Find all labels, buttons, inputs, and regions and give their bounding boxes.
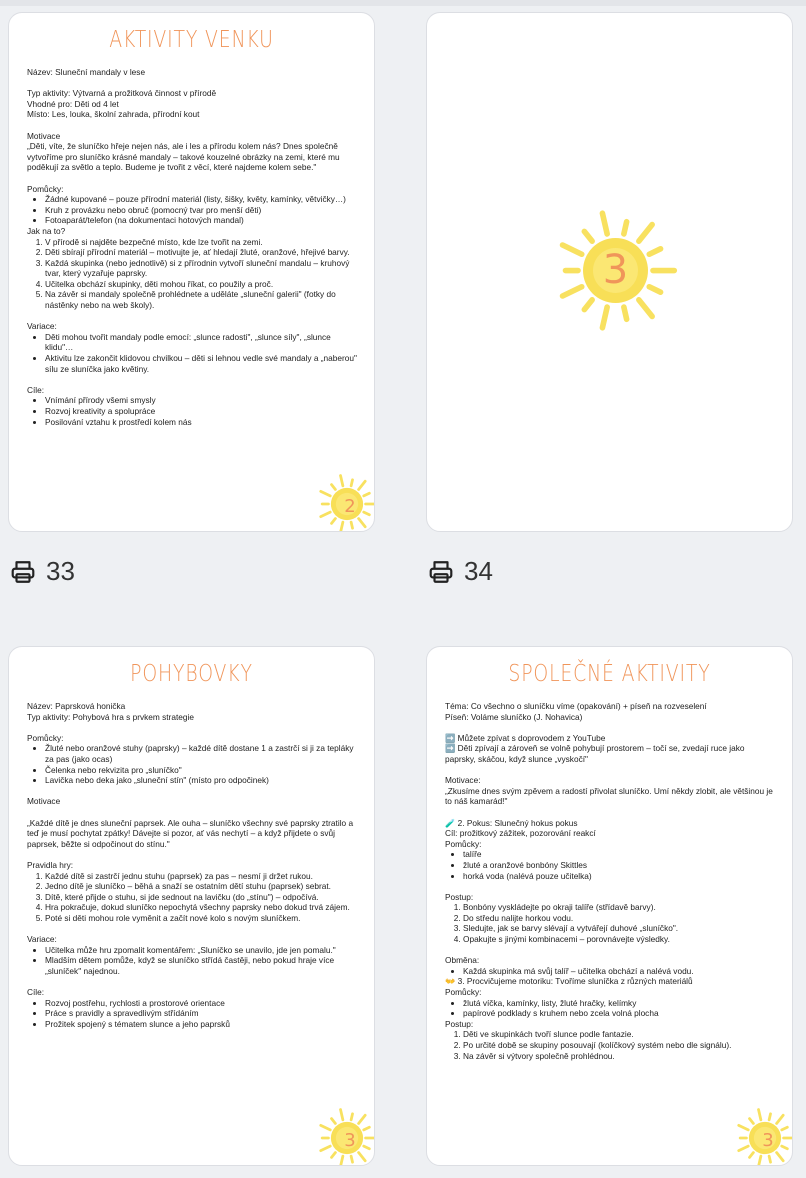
page-content xyxy=(9,67,374,427)
section-heading: Variace: xyxy=(27,321,57,332)
section-heading: Pravidla hry: xyxy=(27,859,74,870)
section-heading: Cíle: xyxy=(27,987,45,998)
page-content xyxy=(427,701,792,1061)
page-thumbnail-34[interactable] xyxy=(426,12,793,532)
sun-page-number xyxy=(316,473,375,532)
list-item: • Žluté nebo oranžové stuhy (paprsky) – každé dítě dostane 1 a zastrčí si ji za tepláky za pas (jako ocas) xyxy=(45,743,358,764)
section-heading: Pomůcky: xyxy=(445,838,482,849)
list-item: 3. Sledujte, jak se barvy slévají a vytvářejí duhové „sluníčko". xyxy=(463,923,776,934)
text-paragraph: „Děti, víte, že sluníčko hřeje nejen nás, ale i les a přírodu kolem nás? Dnes společně vytvoříme pro sluníčko krásné mandaly – takové kouzelné obrázky na zemi, které mu poděkují za světlo a teplo. Budeme je tvořit z věcí, které najdeme kolem sebe." xyxy=(27,141,340,173)
section-heading: Motivace xyxy=(27,130,61,141)
list-item: • Posilování vztahu k prostředí kolem nás xyxy=(45,417,358,428)
list-item: • žluté a oranžové bonbóny Skittles xyxy=(463,860,776,871)
list-item: • Fotoaparát/telefon (na dokumentaci hotových mandal) xyxy=(45,215,358,226)
list-item: 1. Bonbóny vyskládejte po okraji talíře (střídavě barvy). xyxy=(463,902,776,913)
list-item: • Kruh z provázku nebo obruč (pomocný tvar pro menší děti) xyxy=(45,205,358,216)
page-number: 3 xyxy=(762,1130,774,1151)
numbered-list xyxy=(445,902,776,944)
list-item: • horká voda (nalévá pouze učitelka) xyxy=(463,871,776,882)
list-item: 3. Dítě, které přijde o stuhu, si jde sednout na lavičku (do „stínu") – odpočívá. xyxy=(45,892,358,903)
list-item: • žlutá víčka, kamínky, listy, žluté hračky, kelímky xyxy=(463,998,776,1009)
bullet-list xyxy=(445,966,776,977)
numbered-list xyxy=(27,871,358,924)
list-item: 1. Děti ve skupinkách tvoří slunce podle fantazie. xyxy=(463,1029,776,1040)
text-line: ➡️ Děti zpívají a zároveň se volně pohybují prostorem – točí se, zvedají ruce jako paprsky, skáčou, když slunce „vyskočí" xyxy=(445,743,745,764)
page-title: POHYBOVKY xyxy=(130,661,253,687)
page-count: 33 xyxy=(46,556,75,586)
bullet-list xyxy=(27,998,358,1030)
list-item: • Čelenka nebo rekvizita pro „sluníčko" xyxy=(45,765,358,776)
bullet-list xyxy=(27,945,358,977)
list-item: 2. Po určité době se skupiny posouvají (kolíčkový systém nebo dle signálu). xyxy=(463,1040,776,1051)
section-heading: Variace: xyxy=(27,934,57,945)
list-item: 3. Na závěr si výtvory společně prohlédnou. xyxy=(463,1051,776,1062)
sun-section-number xyxy=(553,208,678,333)
text-paragraph: „Zkusíme dnes svým zpěvem a radostí přivolat sluníčko. Umí někdy zlobit, ale většinou je to náš kamarád!" xyxy=(445,785,773,807)
list-item: • talíře xyxy=(463,849,776,860)
list-item: 4. Hra pokračuje, dokud sluníčko nepochytá všechny paprsky nebo dokud trvá zájem. xyxy=(45,902,358,913)
page-count: 34 xyxy=(464,556,493,586)
page-content xyxy=(9,701,374,1029)
text-line: Název: Sluneční mandaly v lese xyxy=(27,67,146,77)
list-item: • Vnímání přírody všemi smysly xyxy=(45,395,358,406)
section-number: 3 xyxy=(602,247,629,293)
list-item: • Rozvoj kreativity a spolupráce xyxy=(45,406,358,417)
page-thumbnail-36[interactable] xyxy=(426,646,793,1166)
text-line: Název: Paprsková honička xyxy=(27,701,126,711)
section-heading: Pomůcky: xyxy=(27,183,64,194)
text-line: Vhodné pro: Děti od 4 let xyxy=(27,98,119,109)
list-item: • papírové podklady s kruhem nebo zcela volná plocha xyxy=(463,1008,776,1019)
section-heading: Jak na to? xyxy=(27,225,66,236)
bullet-list xyxy=(27,395,358,427)
page-thumbnail-35[interactable] xyxy=(8,646,375,1166)
section-heading: Motivace: xyxy=(445,775,481,786)
list-item: • Každá skupinka má svůj talíř – učitelka obchází a nalévá vodu. xyxy=(463,966,776,977)
section-heading: Obměna: xyxy=(445,955,480,966)
list-item: 2. Jedno dítě je sluníčko – běhá a snaží se ostatním dětí stuhu (paprsek) sebrat. xyxy=(45,881,358,892)
list-item: 3. Každá skupinka (nebo jednotlivě) si z přírodnin vytvoří sluneční mandalu – kruhový tvar, který vyzařuje paprsky. xyxy=(45,258,358,279)
print-page-33[interactable] xyxy=(10,556,75,587)
bullet-list xyxy=(27,332,358,374)
bullet-list xyxy=(27,743,358,785)
text-line: Typ aktivity: Výtvarná a prožitková činnost v přírodě xyxy=(27,88,217,99)
text-line: 🧪 2. Pokus: Slunečný hokus pokus xyxy=(445,817,578,828)
page-title: SPOLEČNÉ AKTIVITY xyxy=(508,661,711,687)
list-item: 5. Na závěr si mandaly společně prohlédnete a uděláte „sluneční galerii" (fotky do nástěnky nebo na web školy). xyxy=(45,289,358,310)
section-heading: Pomůcky: xyxy=(445,987,482,998)
list-item: • Práce s pravidly a spravedlivým střídáním xyxy=(45,1008,358,1019)
list-item: • Rozvoj postřehu, rychlosti a prostorové orientace xyxy=(45,998,358,1009)
text-line: ➡️ Můžete zpívat s doprovodem z YouTube xyxy=(445,732,606,743)
section-heading: Motivace xyxy=(27,796,61,807)
section-heading: Postup: xyxy=(445,891,474,902)
list-item: 4. Opakujte s jinými kombinacemi – porovnávejte výsledky. xyxy=(463,934,776,945)
list-item: 2. Děti sbírají přírodní materiál – motivujte je, ať hledají žluté, oranžové, hřejivé barvy. xyxy=(45,247,358,258)
sun-page-number xyxy=(316,1107,375,1166)
text-line: Cíl: prožitkový zážitek, pozorování reakcí xyxy=(445,828,596,839)
list-item: • Děti mohou tvořit mandaly podle emocí: „slunce radosti", „slunce síly", „slunce klidu"… xyxy=(45,332,358,353)
list-item: • Žádné kupované – pouze přírodní materiál (listy, šišky, květy, kamínky, větvičky…) xyxy=(45,194,358,205)
section-heading: Pomůcky: xyxy=(27,732,64,743)
print-page-34[interactable] xyxy=(428,556,493,587)
printer-icon xyxy=(428,559,454,585)
section-heading: Postup: xyxy=(445,1018,474,1029)
text-paragraph: „Každé dítě je dnes sluneční paprsek. Ale ouha – sluníčko všechny své paprsky ztratilo a teď je musí pochytat zpátky! Dávejte si pozor, ať vás nechytí – a když přijdete o svůj paprsek, běžte si odpočinout do stínu." xyxy=(27,817,354,849)
page-number: 2 xyxy=(344,496,356,517)
text-line: Píseň: Voláme sluníčko (J. Nohavica) xyxy=(445,711,583,722)
list-item: 5. Poté si děti mohou role vyměnit a začít nové kolo s novým sluníčkem. xyxy=(45,913,358,924)
sun-page-number xyxy=(734,1107,793,1166)
list-item: • Aktivitu lze zakončit klidovou chvilkou – děti si lehnou vedle své mandaly a „naberou" sílu ze sluníčka jako květiny. xyxy=(45,353,358,374)
list-item: 4. Učitelka obchází skupinky, děti mohou říkat, co použily a proč. xyxy=(45,279,358,290)
bullet-list xyxy=(445,849,776,881)
text-line: Místo: Les, louka, školní zahrada, přírodní kout xyxy=(27,109,200,120)
bullet-list xyxy=(27,194,358,226)
list-item: • Lavička nebo deka jako „sluneční stín" (místo pro odpočinek) xyxy=(45,775,358,786)
top-bar xyxy=(0,0,806,6)
list-item: • Mladším dětem pomůže, když se sluníčko střídá častěji, nebo pokud hraje více „sluníček" najednou. xyxy=(45,955,358,976)
text-line: 👐 3. Procvičujeme motoriku: Tvoříme sluníčka z různých materiálů xyxy=(445,976,693,987)
page-thumbnail-33[interactable] xyxy=(8,12,375,532)
page-title: AKTIVITY VENKU xyxy=(109,27,274,53)
bullet-list xyxy=(445,998,776,1019)
text-line: Téma: Co všechno o sluníčku víme (opakování) + píseň na rozveselení xyxy=(445,701,707,711)
text-line: Typ aktivity: Pohybová hra s prvkem strategie xyxy=(27,711,194,722)
numbered-list xyxy=(27,237,358,311)
printer-icon xyxy=(10,559,36,585)
list-item: 1. Každé dítě si zastrčí jednu stuhu (paprsek) za pas – nesmí ji držet rukou. xyxy=(45,871,358,882)
numbered-list xyxy=(445,1029,776,1061)
list-item: 2. Do středu nalijte horkou vodu. xyxy=(463,913,776,924)
section-heading: Cíle: xyxy=(27,384,45,395)
list-item: 1. V přírodě si najděte bezpečné místo, kde lze tvořit na zemi. xyxy=(45,237,358,248)
list-item: • Učitelka může hru zpomalit komentářem: „Sluníčko se unavilo, jde jen pomalu." xyxy=(45,945,358,956)
list-item: • Prožitek spojený s tématem slunce a jeho paprsků xyxy=(45,1019,358,1030)
page-number: 3 xyxy=(344,1130,356,1151)
